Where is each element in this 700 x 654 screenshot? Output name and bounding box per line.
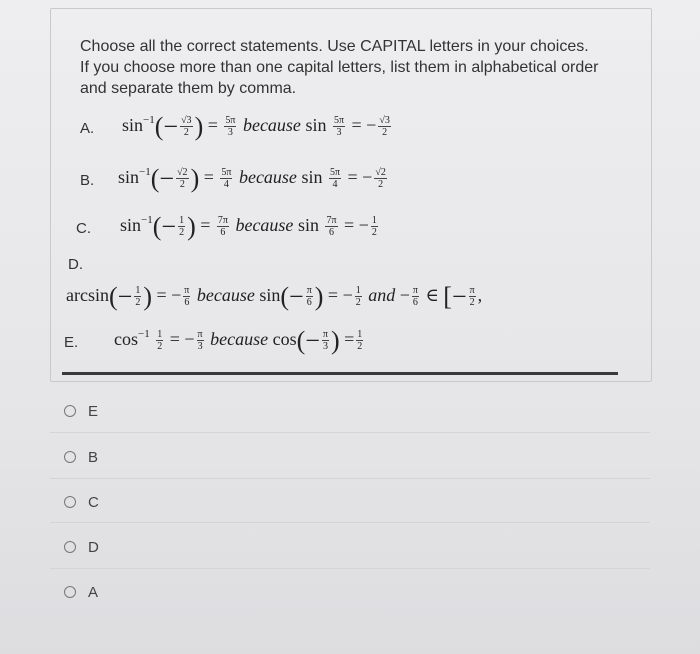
open-paren: (−: [150, 164, 175, 193]
equals: =: [351, 115, 362, 135]
num: √2: [177, 167, 188, 179]
equals: =: [344, 329, 355, 349]
statement-b: [118, 164, 389, 194]
close-paren: ): [330, 326, 340, 355]
fn: sin: [122, 115, 144, 135]
equals: =: [347, 167, 358, 187]
frac: [197, 329, 204, 352]
sup: −1: [143, 114, 155, 126]
minus: −: [399, 285, 410, 305]
den: 2: [357, 341, 363, 353]
den: 3: [322, 341, 328, 353]
fn: sin: [259, 285, 281, 305]
open-paren: (−: [280, 282, 304, 311]
radio-icon[interactable]: [64, 496, 76, 508]
num: 1: [371, 215, 377, 227]
close-paren: ): [190, 164, 200, 193]
close-paren: ): [194, 112, 204, 141]
num: √2: [375, 167, 386, 179]
and-text: and: [368, 285, 396, 305]
option-label: E: [88, 402, 99, 420]
den: 2: [371, 227, 377, 239]
num: 7π: [217, 215, 228, 227]
frac: [306, 285, 313, 308]
equals: =: [200, 215, 211, 235]
option-b[interactable]: [64, 446, 98, 468]
num: √3: [379, 115, 390, 127]
frac: [224, 115, 236, 138]
row-divider: [50, 522, 650, 523]
den: 2: [382, 127, 388, 139]
radio-icon[interactable]: [64, 541, 76, 553]
because-text: because: [235, 215, 294, 235]
option-a[interactable]: [64, 581, 98, 603]
num: √3: [181, 115, 192, 127]
frac: [412, 285, 419, 308]
row-divider: [50, 568, 650, 569]
radio-icon[interactable]: [64, 586, 76, 598]
frac: [178, 215, 185, 238]
element-of: ∈: [425, 285, 439, 305]
den: 6: [184, 297, 190, 309]
statement-a: [122, 112, 393, 142]
sup: −1: [141, 214, 153, 226]
num: π: [197, 329, 203, 341]
num: 5π: [329, 167, 341, 179]
option-d[interactable]: [64, 536, 99, 558]
sup: −1: [138, 328, 150, 340]
row-divider: [50, 432, 650, 433]
num: π: [184, 285, 190, 297]
num: π: [412, 285, 418, 297]
fn: cos: [114, 329, 138, 349]
den: 2: [355, 297, 361, 309]
frac: [355, 285, 362, 308]
num: 5π: [333, 115, 345, 127]
radio-icon[interactable]: [64, 405, 76, 417]
equals: =: [207, 115, 218, 135]
because-text: because: [210, 329, 269, 349]
fn: sin: [301, 167, 323, 187]
frac: [356, 329, 363, 352]
den: 2: [183, 127, 189, 139]
open-bracket: [−: [443, 282, 467, 311]
minus: −: [362, 167, 373, 187]
statement-a-letter: A.: [80, 120, 95, 137]
frac: [374, 167, 387, 190]
den: 3: [336, 127, 342, 139]
fn: sin: [297, 215, 319, 235]
equals: =: [203, 167, 214, 187]
open-paren: (−: [296, 326, 320, 355]
question-prompt: Choose all the correct statements. Use CAPITAL letters in your choices. If you choose more than one capital letters, list them in alphabetical order and separate them by comma.: [80, 38, 599, 97]
statement-b-letter: B.: [80, 172, 95, 189]
den: 2: [378, 179, 384, 191]
den: 2: [469, 297, 475, 309]
option-label: D: [88, 538, 99, 556]
because-text: because: [242, 115, 301, 135]
close-paren: ): [314, 282, 324, 311]
frac: [322, 329, 329, 352]
frac: [134, 285, 141, 308]
den: 6: [328, 227, 334, 239]
num: 7π: [326, 215, 337, 227]
option-c[interactable]: [64, 491, 99, 513]
frac: [220, 167, 232, 190]
den: 6: [306, 297, 312, 309]
open-paren: (−: [152, 212, 177, 241]
radio-icon[interactable]: [64, 451, 76, 463]
equals: = −: [156, 285, 182, 305]
num: 1: [135, 285, 141, 297]
row-divider: [50, 478, 650, 479]
statement-e: [114, 326, 365, 356]
num: 1: [355, 285, 361, 297]
num: π: [469, 285, 475, 297]
den: 4: [332, 179, 338, 191]
option-label: A: [88, 583, 99, 601]
option-label: B: [88, 448, 99, 466]
den: 3: [197, 341, 203, 353]
frac: [156, 329, 163, 352]
open-paren: (−: [108, 282, 133, 311]
statement-e-letter: E.: [64, 334, 79, 351]
frac: [325, 215, 337, 238]
equals: =: [344, 215, 355, 235]
den: 2: [179, 227, 185, 239]
den: 2: [179, 179, 185, 191]
frac: [217, 215, 229, 238]
frac: [371, 215, 378, 238]
sup: −1: [139, 166, 151, 178]
num: π: [322, 329, 328, 341]
num: 5π: [221, 167, 232, 179]
frac: [333, 115, 345, 138]
den: 6: [412, 297, 418, 309]
frac: [180, 115, 193, 138]
den: 3: [227, 127, 233, 139]
because-text: because: [196, 285, 255, 305]
num: 1: [157, 329, 163, 341]
fn: arcsin: [66, 285, 109, 305]
den: 2: [135, 297, 141, 309]
fn: sin: [120, 215, 142, 235]
statement-d: [66, 282, 482, 312]
statement-c-letter: C.: [76, 220, 91, 237]
because-text: because: [238, 167, 297, 187]
close-paren: ): [143, 282, 152, 311]
close-paren: ): [187, 212, 196, 241]
comma: ,: [477, 285, 483, 305]
num: 5π: [225, 115, 236, 127]
option-e[interactable]: [64, 400, 98, 422]
fn: sin: [305, 115, 327, 135]
divider: [62, 372, 618, 375]
option-label: C: [88, 493, 99, 511]
den: 6: [220, 227, 226, 239]
frac: [469, 285, 476, 308]
frac: [329, 167, 341, 190]
num: 1: [179, 215, 185, 227]
fn: cos: [272, 329, 297, 349]
num: π: [306, 285, 312, 297]
equals: = −: [169, 329, 195, 349]
num: 1: [357, 329, 363, 341]
frac: [183, 285, 190, 308]
den: 2: [157, 341, 163, 353]
minus: −: [366, 115, 377, 135]
frac: [176, 167, 189, 190]
den: 4: [223, 179, 229, 191]
frac: [378, 115, 391, 138]
statement-c: [120, 212, 380, 242]
open-paren: (−: [154, 112, 179, 141]
fn: sin: [118, 167, 140, 187]
statement-d-letter: D.: [68, 256, 83, 273]
minus: −: [358, 215, 369, 235]
equals: = −: [327, 285, 353, 305]
options-list: [50, 380, 650, 642]
